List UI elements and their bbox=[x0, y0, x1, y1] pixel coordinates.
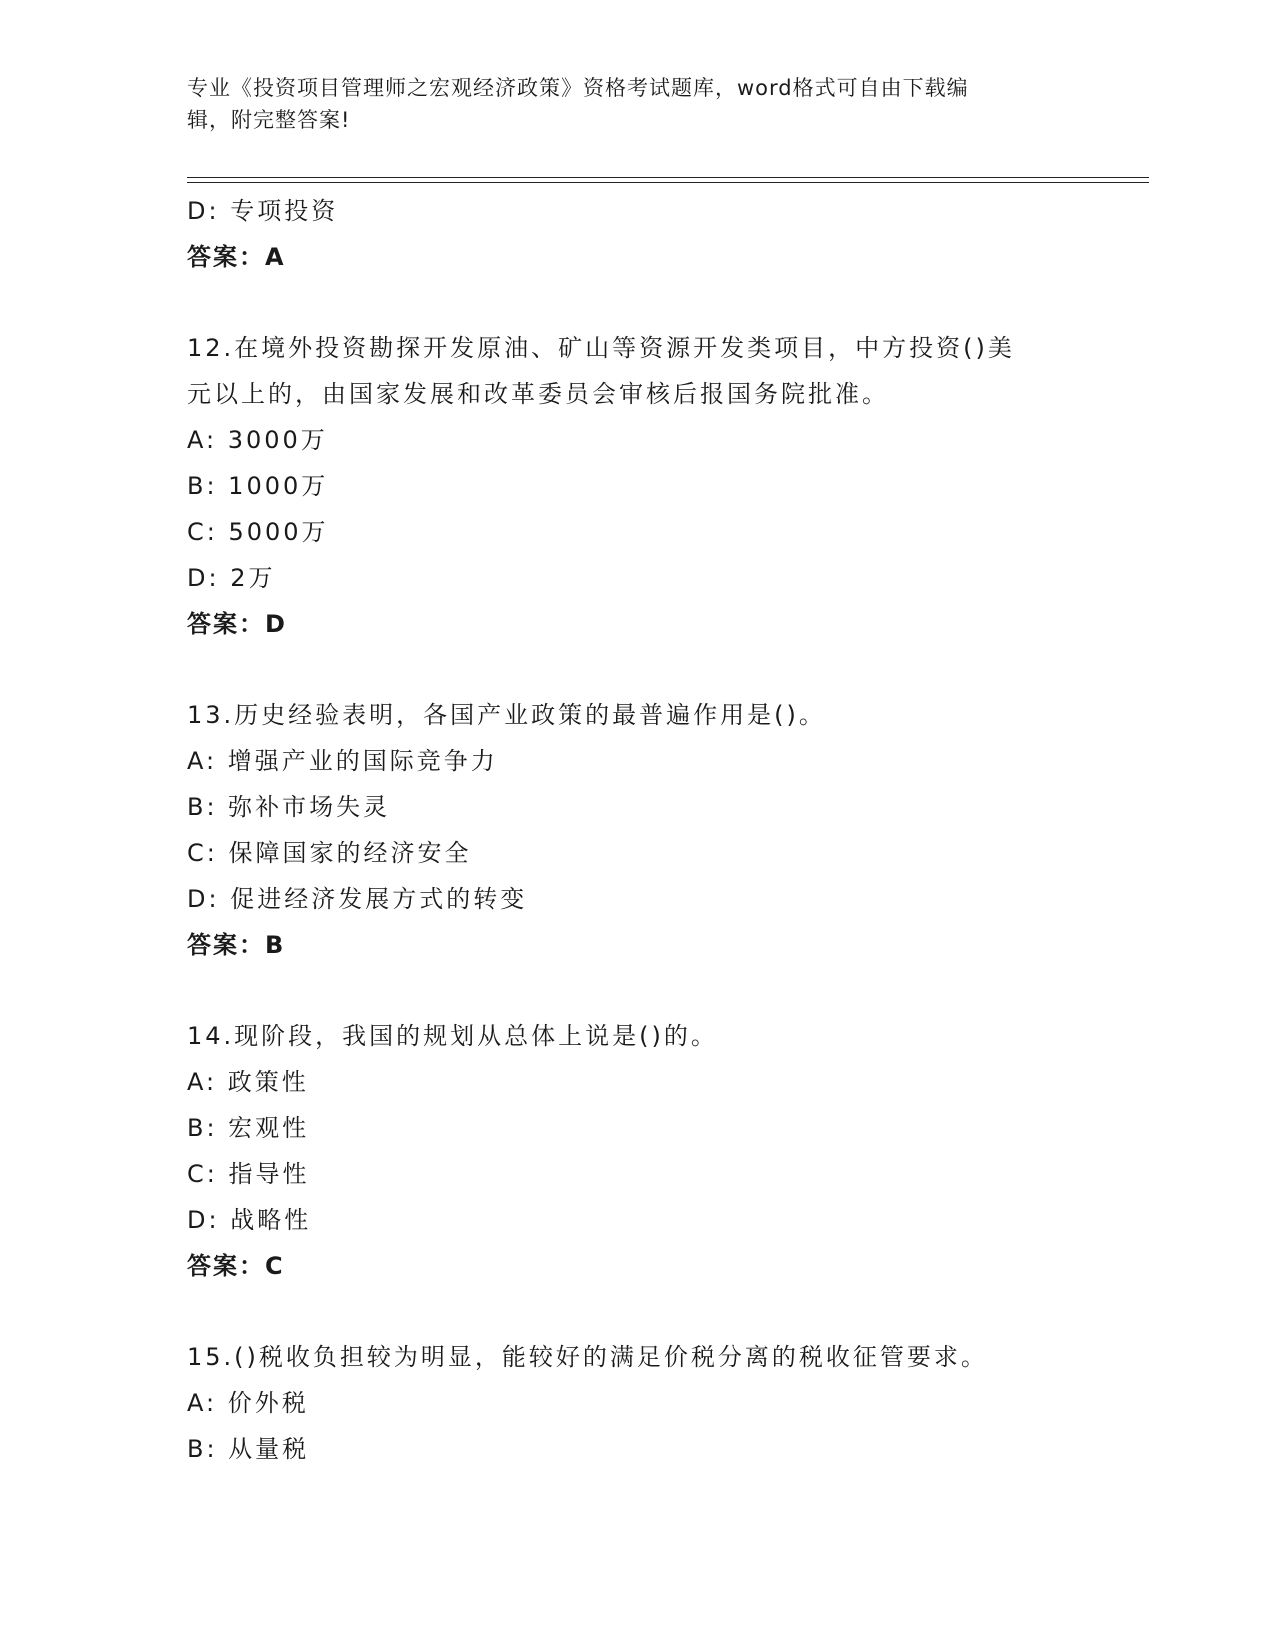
option-a: A: 增强产业的国际竞争力 bbox=[187, 747, 498, 775]
question-stem: 13.历史经验表明，各国产业政策的最普遍作用是()。 bbox=[187, 701, 826, 729]
option-d: D: 2万 bbox=[187, 564, 276, 592]
question-stem-continued: 元以上的，由国家发展和改革委员会审核后报国务院批准。 bbox=[187, 380, 889, 408]
header-line-1: 专业《投资项目管理师之宏观经济政策》资格考试题库，word格式可自由下载编 bbox=[187, 76, 969, 100]
option-b: B: 宏观性 bbox=[187, 1114, 310, 1142]
option-d: D: 战略性 bbox=[187, 1206, 312, 1234]
option-a: A: 政策性 bbox=[187, 1068, 309, 1096]
question-list bbox=[187, 188, 1147, 1472]
answer: 答案：D bbox=[187, 610, 287, 638]
document-header bbox=[187, 72, 1087, 136]
option-b: B: 从量税 bbox=[187, 1435, 310, 1463]
prev-option-d: D: 专项投资 bbox=[187, 197, 339, 225]
option-c: C: 5000万 bbox=[187, 518, 329, 546]
question-stem: 15.()税收负担较为明显，能较好的满足价税分离的税收征管要求。 bbox=[187, 1343, 988, 1371]
option-d: D: 促进经济发展方式的转变 bbox=[187, 885, 528, 913]
option-c: C: 指导性 bbox=[187, 1160, 310, 1188]
option-b: B: 1000万 bbox=[187, 472, 329, 500]
question-15 bbox=[187, 1334, 1147, 1472]
question-stem: 12.在境外投资勘探开发原油、矿山等资源开发类项目，中方投资()美 bbox=[187, 334, 1015, 362]
question-13 bbox=[187, 692, 1147, 968]
option-a: A: 价外税 bbox=[187, 1389, 309, 1417]
question-12 bbox=[187, 325, 1147, 647]
header-divider-top bbox=[187, 177, 1149, 178]
answer: 答案：B bbox=[187, 931, 286, 959]
prev-answer: 答案：A bbox=[187, 243, 286, 271]
answer: 答案：C bbox=[187, 1252, 285, 1280]
question-stem: 14.现阶段，我国的规划从总体上说是()的。 bbox=[187, 1022, 718, 1050]
header-line-2: 辑，附完整答案! bbox=[187, 108, 351, 132]
option-c: C: 保障国家的经济安全 bbox=[187, 839, 472, 867]
header-divider-bottom bbox=[187, 182, 1149, 183]
question-14 bbox=[187, 1013, 1147, 1289]
option-a: A: 3000万 bbox=[187, 426, 328, 454]
option-b: B: 弥补市场失灵 bbox=[187, 793, 391, 821]
